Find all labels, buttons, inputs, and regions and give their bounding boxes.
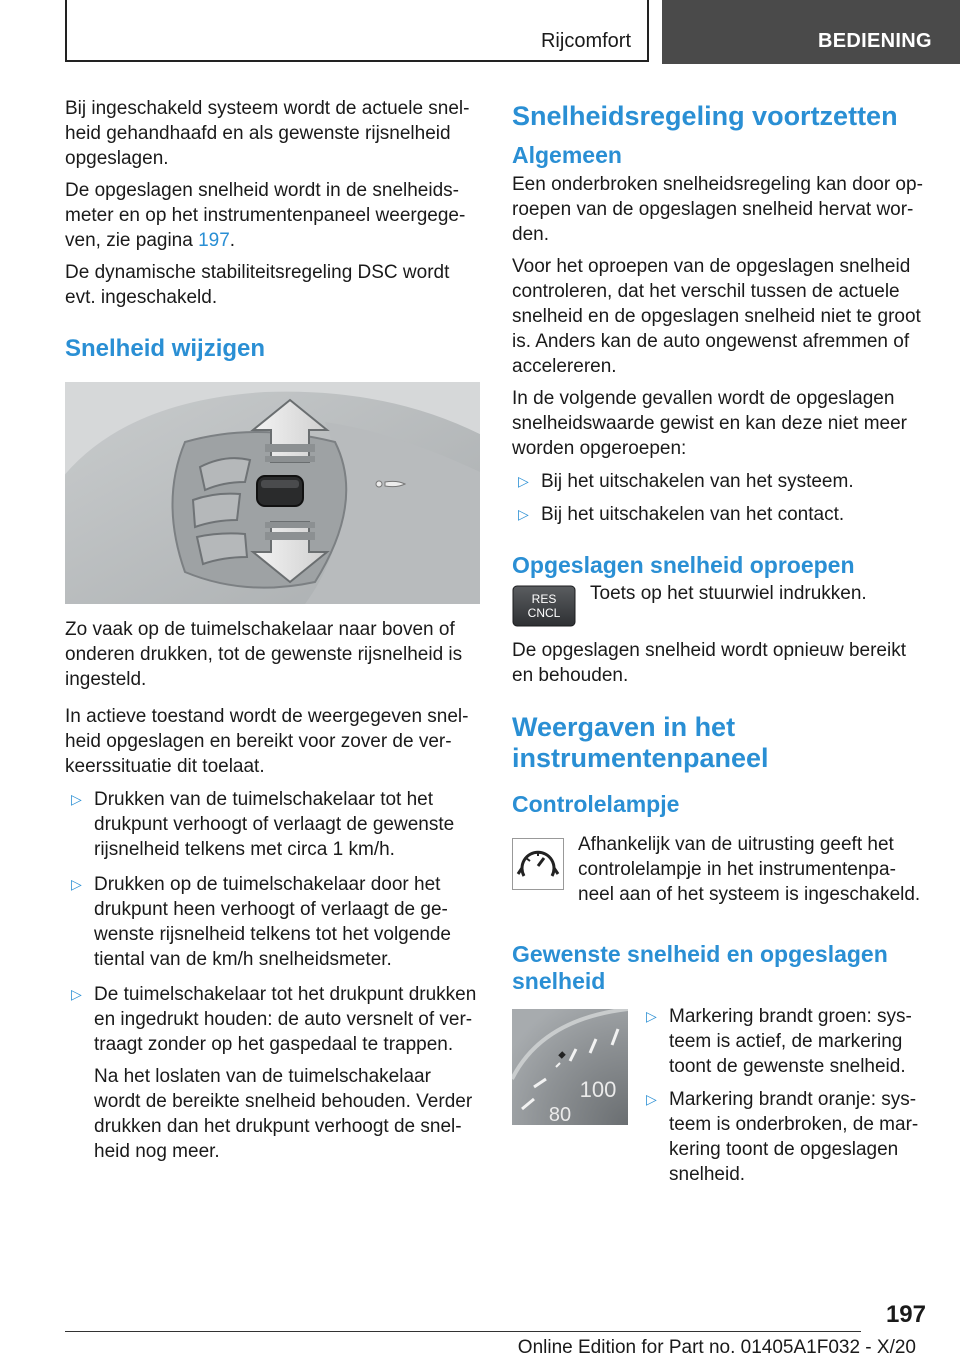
list-item xyxy=(65,787,480,862)
right-paragraph-4: De opgeslagen snelheid wordt opnieuw bereikt en behouden. xyxy=(512,640,906,686)
cncl-label: CNCL xyxy=(527,606,561,620)
left-paragraph-1: Bij ingeschakeld systeem wordt de actuele snel-heid gehandhaafd en als gewenste rijsnelheid opgeslagen. xyxy=(65,98,470,169)
right-column xyxy=(512,101,926,1187)
list-item xyxy=(65,872,480,972)
triangle-bullet-icon: ▷ xyxy=(646,1008,657,1024)
controlelampje-row xyxy=(512,832,926,907)
controlelampje-text: Afhankelijk van de uitrusting geeft het controlelampje in het instrumentenpa-neel aan of het systeem is ingeschakeld. xyxy=(578,834,921,905)
footer-edition: Online Edition for Part no. 01405A1F032 - X/20 xyxy=(517,1337,916,1358)
heading-weergaven xyxy=(512,712,926,774)
bullet-text: De tuimelschakelaar tot het drukpunt drukken en ingedrukt houden: de auto versnelt of ver-traagt zonder op het gaspedaal te trappen. xyxy=(94,984,477,1055)
bullet-text: Bij het uitschakelen van het contact. xyxy=(541,504,845,525)
page-link-197[interactable]: 197 xyxy=(198,230,230,251)
triangle-bullet-icon: ▷ xyxy=(518,473,529,489)
left-bullet-list xyxy=(65,787,480,1164)
bullet-text: Drukken op de tuimelschakelaar door het drukpunt heen verhoogt of verlaagt de ge-wenste rijsnelheid telkens tot het volgende tiental van de km/h snelheidsmeter. xyxy=(94,874,452,970)
speedometer-cruise-icon xyxy=(512,838,564,890)
left-paragraph-2-end: . xyxy=(229,230,236,251)
res-label: RES xyxy=(531,592,557,606)
left-paragraph-2-text: De opgeslagen snelheid wordt in de snelheids-meter en op het instrumentenpaneel weergege-ven, zie pagina xyxy=(65,180,466,251)
right-paragraph-2: Voor het oproepen van de opgeslagen snelheid controleren, dat het verschil tussen de actuele snelheid en de opgeslagen snelheid niet te groot is. Anders kan de auto ongewenst afremmen of accelereren. xyxy=(512,256,921,377)
heading-snelheidsregeling-voortzetten: Snelheidsregeling voortzetten xyxy=(512,101,898,131)
list-item xyxy=(640,1004,926,1079)
subheading-controlelampje: Controlelampje xyxy=(512,791,680,817)
triangle-bullet-icon: ▷ xyxy=(71,791,82,807)
speedo-label-80: 80 xyxy=(548,1104,572,1125)
subheading-opgeslagen-snelheid-oproepen: Opgeslagen snelheid oproepen xyxy=(512,552,855,578)
left-paragraph-4: Zo vaak op de tuimelschakelaar naar boven of onderen drukken, tot de gewenste rijsnelheid is ingesteld. xyxy=(65,619,463,690)
heading-snelheid-wijzigen: Snelheid wijzigen xyxy=(65,335,266,362)
list-item xyxy=(512,469,926,494)
subheading-gewenste-snelheid: Gewenste snelheid en opgeslagen snelheid xyxy=(512,941,888,994)
steering-wheel-image xyxy=(65,382,480,604)
speedo-label-100: 100 xyxy=(579,1077,617,1102)
bullet-text: Bij het uitschakelen van het systeem. xyxy=(541,471,854,492)
bullet-extra-paragraph: Na het loslaten van de tuimelschakelaar wordt de bereikte snelheid behouden. Verder drukken dan het drukpunt verhoogt de snel-heid nog meer. xyxy=(94,1066,473,1162)
header-chapter-tab: BEDIENING xyxy=(662,0,960,64)
steering-wheel-illustration xyxy=(65,382,480,604)
triangle-bullet-icon: ▷ xyxy=(646,1091,657,1107)
res-cncl-text: Toets op het stuurwiel indrukken. xyxy=(590,583,867,604)
res-cncl-button-graphic xyxy=(512,585,576,627)
triangle-bullet-icon: ▷ xyxy=(71,876,82,892)
right-bullet-list-2 xyxy=(640,1004,926,1187)
bullet-text: Markering brandt oranje: sys-teem is onderbroken, de mar-kering toont de opgeslagen snelheid. xyxy=(669,1089,919,1185)
speedometer-row xyxy=(512,1006,926,1187)
heading-weergaven-line-1: Weergaven in het xyxy=(512,712,736,742)
left-paragraph-2 xyxy=(65,178,480,253)
right-paragraph-1: Een onderbroken snelheidsregeling kan door op-roepen van de opgeslagen snelheid hervat wor-den. xyxy=(512,174,923,245)
footer-divider xyxy=(65,1331,861,1332)
speedometer-graphic xyxy=(512,1009,628,1125)
heading-weergaven-line-2: instrumentenpaneel xyxy=(512,743,769,773)
header-section-title: Rijcomfort xyxy=(540,30,631,52)
page-number: 197 xyxy=(885,1301,926,1328)
list-item xyxy=(512,502,926,527)
subheading-algemeen: Algemeen xyxy=(512,142,622,168)
bullet-text: Drukken van de tuimelschakelaar tot het drukpunt verhoogt of verlaagt de gewenste rijsnelheid telkens met circa 1 km/h. xyxy=(94,789,455,860)
res-cncl-row xyxy=(512,585,926,627)
triangle-bullet-icon: ▷ xyxy=(71,986,82,1002)
speedometer-cruise-graphic xyxy=(512,838,564,890)
right-bullet-list-1 xyxy=(512,469,926,527)
bullet-text: Markering brandt groen: sys-teem is actief, de markering toont de gewenste snelheid. xyxy=(669,1006,912,1077)
triangle-bullet-icon: ▷ xyxy=(518,506,529,522)
left-column xyxy=(65,96,480,1164)
res-cncl-button-icon xyxy=(512,585,576,627)
left-paragraph-5: In actieve toestand wordt de weergegeven snel-heid opgeslagen en bereikt voor zover de ver-keerssituatie dit toelaat. xyxy=(65,706,469,777)
list-item xyxy=(640,1087,926,1187)
left-paragraph-3: De dynamische stabiliteitsregeling DSC wordt evt. ingeschakeld. xyxy=(65,262,450,308)
speedometer-marker-image xyxy=(512,1009,628,1125)
list-item xyxy=(65,982,480,1164)
right-paragraph-3: In de volgende gevallen wordt de opgeslagen snelheidswaarde gewist en kan deze niet meer worden opgeroepen: xyxy=(512,388,908,459)
header-box xyxy=(65,0,649,62)
